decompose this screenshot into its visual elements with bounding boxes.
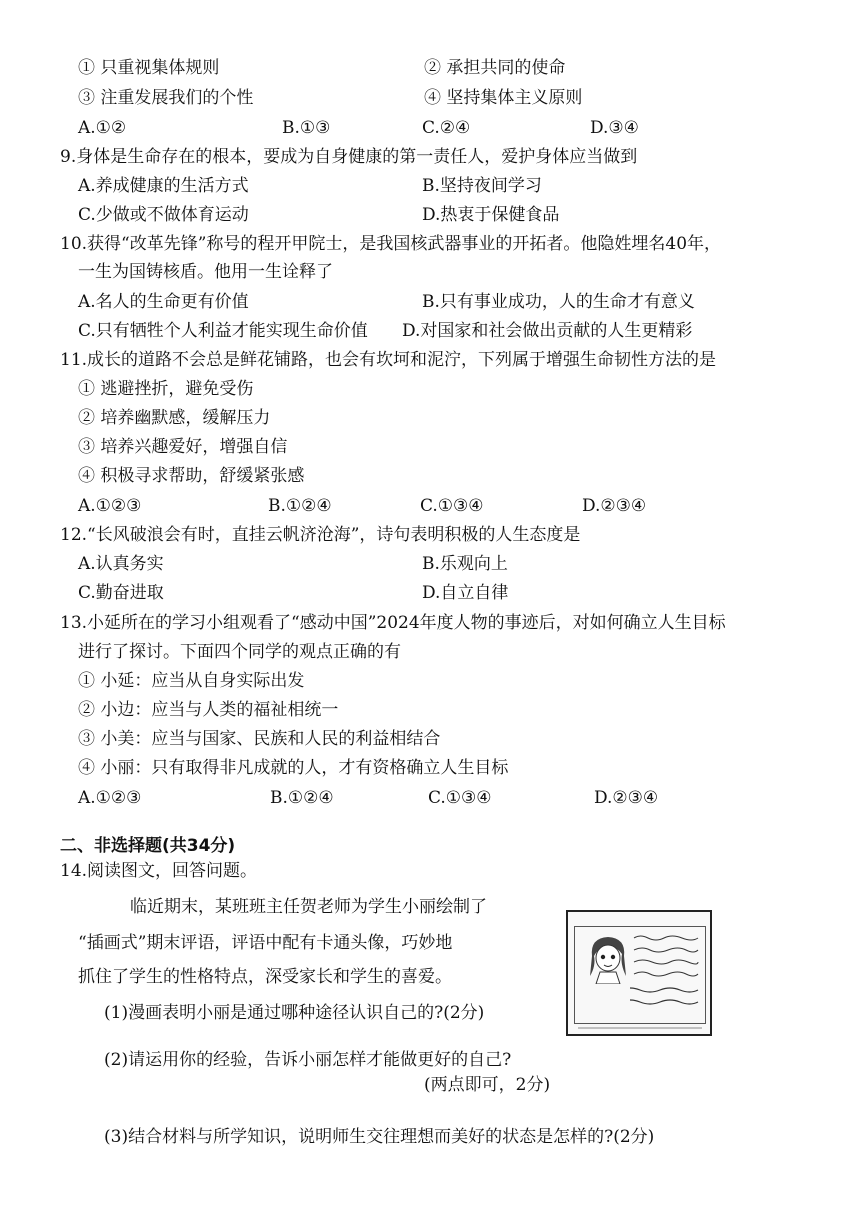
q9-choice-b: B.坚持夜间学习 (422, 176, 542, 196)
teacher-comment-cartoon-image (566, 910, 712, 1036)
q11-choice-c: C.①③④ (420, 496, 484, 516)
q11-statement-2: ② 培养幽默感，缓解压力 (78, 408, 271, 428)
q12-choice-b: B.乐观向上 (422, 554, 508, 574)
girl-portrait-icon (586, 934, 630, 984)
q14-stem: 14.阅读图文，回答问题。 (60, 861, 258, 881)
q13-choice-d: D.②③④ (594, 788, 659, 808)
q14-subquestion-1: (1)漫画表明小丽是通过哪种途径认识自己的?(2分) (104, 1003, 485, 1023)
q14-subquestion-2-note: (两点即可，2分) (424, 1075, 551, 1095)
cartoon-footer-line (578, 1024, 702, 1032)
q12-choice-c: C.勤奋进取 (78, 583, 164, 603)
q11-choice-a: A.①②③ (78, 496, 142, 516)
q10-choice-a: A.名人的生命更有价值 (78, 292, 249, 312)
q13-stem-line1: 13.小延所在的学习小组观看了“感动中国”2024年度人物的事迹后，对如何确立人生目标 (60, 613, 726, 633)
q14-subquestion-3: (3)结合材料与所学知识，说明师生交往理想而美好的状态是怎样的?(2分) (104, 1127, 655, 1147)
q11-choice-b: B.①②④ (268, 496, 332, 516)
q13-choice-b: B.①②④ (270, 788, 334, 808)
q12-choice-a: A.认真务实 (78, 554, 164, 574)
q13-statement-3: ③ 小美：应当与国家、民族和人民的利益相结合 (78, 729, 441, 749)
q14-subquestion-2: (2)请运用你的经验，告诉小丽怎样才能做更好的自己? (104, 1050, 512, 1070)
q10-stem-line2: 一生为国铸核盾。他用一生诠释了 (78, 262, 333, 282)
q10-choice-d: D.对国家和社会做出贡献的人生更精彩 (402, 321, 693, 341)
q8-statement-3: ③ 注重发展我们的个性 (78, 88, 254, 108)
q8-choice-c: C.②④ (422, 118, 471, 138)
q13-statement-4: ④ 小丽：只有取得非凡成就的人，才有资格确立人生目标 (78, 758, 509, 778)
q8-statement-4: ④ 坚持集体主义原则 (424, 88, 583, 108)
q11-statement-4: ④ 积极寻求帮助，舒缓紧张感 (78, 466, 305, 486)
section-title-nonchoice: 二、非选择题(共34分) (60, 836, 236, 856)
q11-statement-3: ③ 培养兴趣爱好，增强自信 (78, 437, 288, 457)
q10-choice-c: C.只有牺牲个人利益才能实现生命价值 (78, 321, 368, 341)
q13-stem-line2: 进行了探讨。下面四个同学的观点正确的有 (78, 642, 401, 662)
q14-material-line3: 抓住了学生的性格特点，深受家长和学生的喜爱。 (78, 967, 452, 987)
q13-choice-c: C.①③④ (428, 788, 492, 808)
q12-choice-d: D.自立自律 (422, 583, 509, 603)
q8-choice-a: A.①② (78, 118, 127, 138)
q9-choice-c: C.少做或不做体育运动 (78, 205, 249, 225)
q9-choice-a: A.养成健康的生活方式 (78, 176, 249, 196)
q10-stem-line1: 10.获得“改革先锋”称号的程开甲院士，是我国核武器事业的开拓者。他隐姓埋名40年， (60, 234, 722, 254)
q10-choice-b: B.只有事业成功，人的生命才有意义 (422, 292, 695, 312)
q14-material-line1: 临近期末，某班班主任贺老师为学生小丽绘制了 (130, 897, 487, 917)
q14-material-line2: “插画式”期末评语，评语中配有卡通头像，巧妙地 (78, 933, 453, 953)
q8-choice-b: B.①③ (282, 118, 331, 138)
q13-statement-1: ① 小延：应当从自身实际出发 (78, 671, 305, 691)
q11-statement-1: ① 逃避挫折，避免受伤 (78, 379, 254, 399)
q8-statement-2: ② 承担共同的使命 (424, 58, 566, 78)
q11-stem: 11.成长的道路不会总是鲜花铺路，也会有坎坷和泥泞，下列属于增强生命韧性方法的是 (60, 350, 717, 370)
q8-choice-d: D.③④ (590, 118, 639, 138)
q8-statement-1: ① 只重视集体规则 (78, 58, 220, 78)
handwritten-comment-scribble (630, 930, 702, 1016)
q12-stem: 12.“长风破浪会有时，直挂云帆济沧海”，诗句表明积极的人生态度是 (60, 525, 581, 545)
q9-stem: 9.身体是生命存在的根本，要成为自身健康的第一责任人，爱护身体应当做到 (60, 147, 638, 167)
q11-choice-d: D.②③④ (582, 496, 647, 516)
q13-choice-a: A.①②③ (78, 788, 142, 808)
q13-statement-2: ② 小边：应当与人类的福祉相统一 (78, 700, 339, 720)
q9-choice-d: D.热衷于保健食品 (422, 205, 560, 225)
